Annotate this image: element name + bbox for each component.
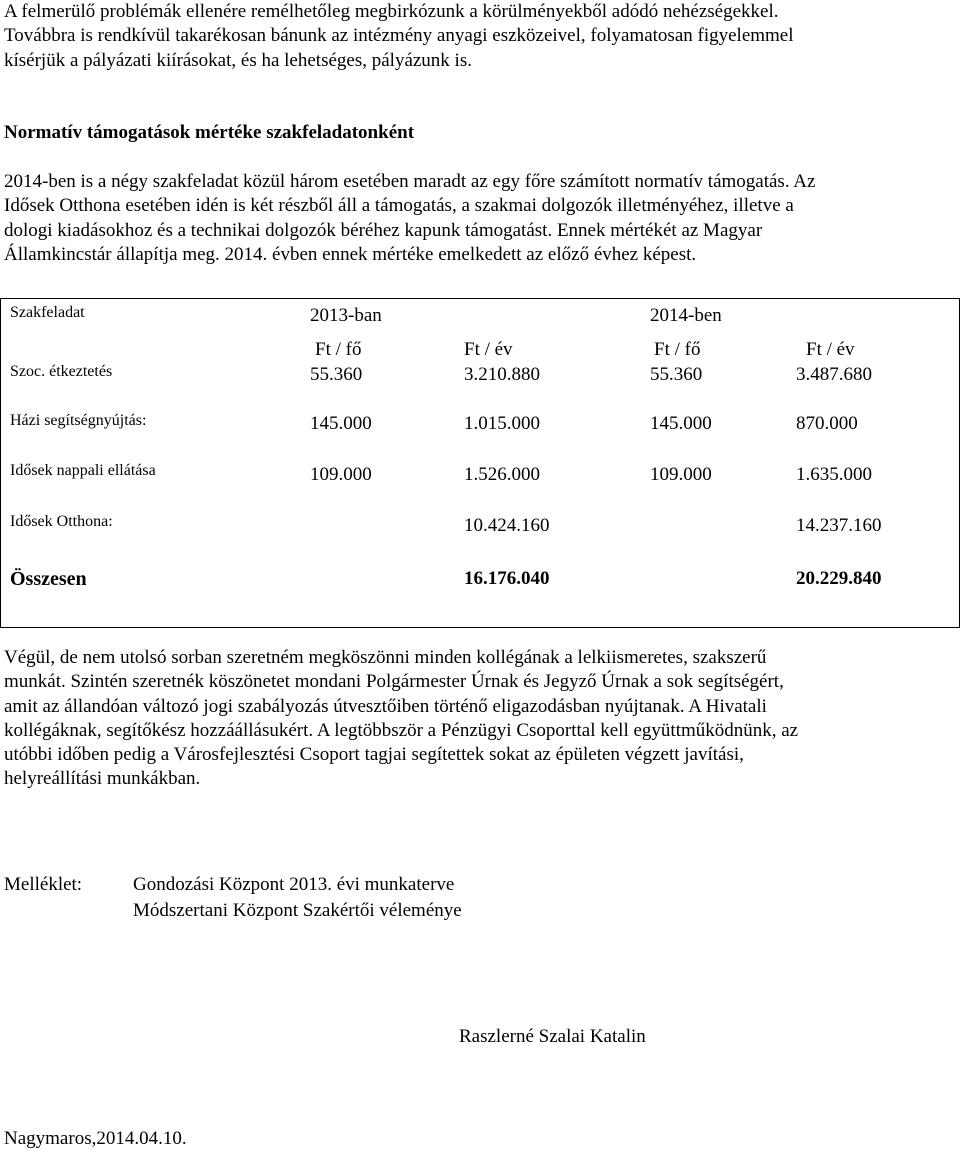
total-value: 16.176.040 (464, 568, 550, 589)
closing-paragraph (4, 646, 952, 792)
closing-line: kollégáknak, segítőkész hozzáállásukért. A legtöbbször a Pénzügyi Csoporttal kell együttműködnünk, az (4, 719, 799, 741)
closing-line: utóbbi időben pedig a Városfejlesztési Csoport tagjai segítettek sokat az épületen végzett javítási, (4, 744, 744, 766)
row-label: Idősek nappali ellátása (10, 462, 156, 479)
header-sub: Ft / év (464, 339, 513, 360)
section-line: dologi kiadásokhoz és a technikai dolgozók béréhez kapunk támogatást. Ennek mértékét az Magyar (4, 219, 763, 241)
section-line: 2014-ben is a négy szakfeladat közül három esetében maradt az egy főre számított normatív támogatás. Az (4, 171, 816, 192)
header-sub: Ft / fő (315, 339, 362, 360)
place-date: Nagymaros,2014.04.10. (4, 1128, 187, 1149)
row-value: 3.210.880 (464, 364, 540, 385)
attachment-item: Módszertani Központ Szakértői véleménye (133, 900, 462, 921)
header-year-2013: 2013-ban (310, 305, 382, 326)
signature-name: Raszlerné Szalai Katalin (459, 1026, 646, 1047)
total-value: 20.229.840 (796, 568, 882, 589)
row-label: Házi segítségnyújtás: (10, 412, 147, 429)
closing-line: munkát. Szintén szeretnék köszönetet mondani Polgármester Úrnak és Jegyző Úrnak a sok segítségért, (4, 671, 784, 693)
header-task: Szakfeladat (10, 304, 85, 321)
header-year-2014: 2014-ben (650, 305, 722, 326)
section-heading: Normatív támogatások mértéke szakfeladatonként (4, 122, 415, 143)
row-value: 1.015.000 (464, 413, 540, 434)
row-value: 145.000 (650, 413, 712, 434)
intro-paragraph (4, 0, 952, 73)
support-table (0, 298, 960, 628)
row-value: 1.635.000 (796, 464, 872, 485)
row-value: 145.000 (310, 413, 372, 434)
row-value: 14.237.160 (796, 515, 882, 536)
row-value: 1.526.000 (464, 464, 540, 485)
attachment-label: Melléklet: (4, 874, 83, 895)
header-sub: Ft / év (806, 339, 855, 360)
row-value: 10.424.160 (464, 515, 550, 536)
header-sub: Ft / fő (654, 339, 701, 360)
section-line: Idősek Otthona esetében idén is két részből áll a támogatás, a szakmai dolgozók illetményéhez, illetve a (4, 195, 794, 217)
intro-line: Továbbra is rendkívül takarékosan bánunk az intézmény anyagi eszközeivel, folyamatosan figyelemmel (4, 25, 794, 47)
row-value: 870.000 (796, 413, 858, 434)
row-value: 109.000 (310, 464, 372, 485)
intro-line: kísérjük a pályázati kiírásokat, és ha lehetséges, pályázunk is. (4, 49, 472, 71)
section-line: Államkincstár állapítja meg. 2014. évben ennek mértéke emelkedett az előző évhez képest. (4, 243, 697, 265)
closing-line: amit az állandóan változó jogi szabályozás útvesztőiben történő eligazodásban nyújtanak. A Hivatali (4, 695, 767, 717)
row-label: Szoc. étkeztetés (10, 363, 113, 380)
section-paragraph (4, 170, 952, 267)
row-value: 109.000 (650, 464, 712, 485)
row-value: 55.360 (310, 364, 363, 385)
intro-line: A felmerülő problémák ellenére remélhetőleg megbirkózunk a körülményekből adódó nehézségekkel. (4, 1, 779, 22)
attachment-item: Gondozási Központ 2013. évi munkaterve (133, 874, 455, 895)
row-value: 55.360 (650, 364, 703, 385)
total-label: Összesen (10, 568, 87, 590)
row-value: 3.487.680 (796, 364, 872, 385)
closing-line: helyreállítási munkákban. (4, 768, 201, 790)
row-label: Idősek Otthona: (10, 513, 113, 530)
closing-line: Végül, de nem utolsó sorban szeretném megköszönni minden kollégának a lelkiismeretes, szakszerű (4, 647, 767, 668)
